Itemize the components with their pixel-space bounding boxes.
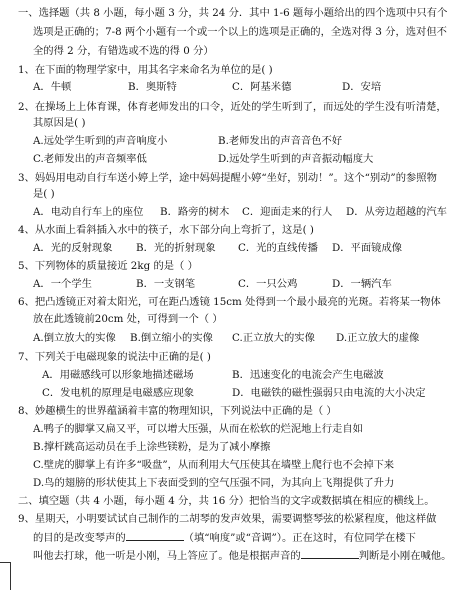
question-4-option-b: B．光的折射现象 [136, 242, 216, 254]
question-1-option-b: B．奥斯特 [128, 81, 177, 93]
section1-header-line3: 全的得 2 分，有错选或不选的得 0 分） [33, 45, 214, 57]
question-6-option-d: D.正立放大的虚像 [336, 332, 420, 344]
question-8-option-d: D.鸟的翅膀的形状使其上下表面受到的空气压强不同，为其向上飞翔提供了升力 [33, 477, 395, 489]
question-4-stem: 4、从水面上看斜插入水中的筷子，水下部分向上弯折了，这是( ) [18, 224, 314, 236]
question-4-option-d: D．平面镜成像 [332, 242, 403, 254]
question-5-option-a: A．一个学生 [33, 278, 92, 290]
question-5-option-c: C．一只公鸡 [238, 278, 298, 290]
question-1-option-c: C．阿基米德 [232, 81, 292, 93]
question-1-stem: 1、在下面的物理学家中，用其名字来命名为单位的是( ) [18, 64, 273, 76]
question-9-line1: 9、星期天，小明要试试自己制作的二胡琴的发声效果，需要调整琴弦的松紧程度，他这样做 [18, 513, 437, 525]
answer-blank-2[interactable] [301, 548, 359, 559]
question-6-option-b: B.倒立缩小的实像 [130, 332, 213, 344]
answer-blank-1[interactable] [126, 530, 184, 541]
question-7-option-d: D．电磁铁的磁性强弱只由电流的大小决定 [232, 387, 426, 399]
question-2-stem-line2: 其原因是( ) [33, 117, 86, 129]
question-3-option-a: A．电动自行车上的座位 [33, 206, 144, 218]
section2-header: 二、填空题（共 4 小题，每小题 4 分，共 16 分）把恰当的文字或数据填在相应的横线上。 [18, 495, 435, 507]
question-8-stem: 8、妙趣横生的世界蕴涵着丰富的物理知识，下列说法中正确的是（ ） [18, 405, 337, 417]
section1-header-line1: 一、选择题（共 8 小题，每小题 3 分，共 24 分．其中 1-6 题每小题给出的四个选项中只有个 [18, 7, 448, 19]
question-7-option-c: C．发电机的原理是电磁感应现象 [42, 387, 195, 399]
question-5-stem: 5、下列物体的质量接近 2kg 的是（ ） [18, 260, 198, 272]
question-4-option-c: C．光的直线传播 [238, 242, 318, 254]
question-4-option-a: A．光的反射现象 [33, 242, 113, 254]
question-6-stem-line2: 放在此透镜前20cm 处，可得到一个（ ） [33, 313, 223, 325]
question-8-option-a: A.鸭子的脚掌又扁又平，可以增大压强，从而在松软的烂泥地上行走自如 [33, 423, 363, 435]
question-1-option-d: D．安培 [342, 81, 382, 93]
question-9-line3 [33, 548, 451, 563]
question-2-stem-line1: 2、在操场上上体育课，体育老师发出的口令，近处的学生听到了，而远处的学生没有听清楚， [18, 101, 447, 113]
question-3-option-b: B．路旁的树木 [160, 206, 230, 218]
question-8-option-b: B.撑杆跳高运动员在手上涂些镁粉，是为了减小摩擦 [33, 441, 271, 453]
question-9-line2-start: 的目的是改变琴声的 [33, 532, 126, 544]
question-6-option-c: C.正立放大的实像 [232, 332, 315, 344]
question-2-option-c: C.老师发出的声音频率低 [33, 153, 147, 165]
question-9-line2-end: （填“响度”或“音调”）。正在这时，有位同学在楼下 [183, 532, 416, 544]
question-8-option-c: C.壁虎的脚掌上有许多“吸盘”，从而利用大气压使其在墙壁上爬行也不会掉下来 [33, 459, 395, 471]
question-7-stem: 7、下列关于电磁现象的说法中正确的是( ) [18, 351, 211, 363]
page-corner-mark [0, 562, 11, 590]
question-3-stem-line1: 3、妈妈用电动自行车送小婷上学，途中妈妈提醒小婷“坐好，别动！”。这个“别动”的参照物 [18, 172, 437, 184]
question-5-option-d: D．一辆汽车 [332, 278, 392, 290]
question-7-option-a: A．用磁感线可以形象地描述磁场 [42, 369, 194, 381]
question-3-stem-line2: 是( ) [33, 188, 55, 200]
question-6-stem-line1: 6、把凸透镜正对着太阳光，可在距凸透镜 15cm 处得到一个最小最亮的光斑。若将某一物体 [18, 296, 441, 308]
question-9-line3-start: 叫他去打球，他一听是小刚，马上答应了。他是根据声音的 [33, 550, 301, 562]
question-1-option-a: A．牛顿 [33, 81, 72, 93]
question-5-option-b: B．一支钢笔 [136, 278, 196, 290]
question-9-line2 [33, 530, 416, 545]
question-9-line3-end: 判断是小刚在喊他。 [358, 550, 452, 562]
section1-header-line2: 选项是正确的；7-8 两个小题有一个或一个以上的选项是正确的，全选对得 3 分，选对但不 [33, 26, 447, 38]
question-2-option-b: B.老师发出的声音音色不好 [218, 135, 343, 147]
question-3-option-c: C．迎面走来的行人 [242, 206, 333, 218]
question-2-option-a: A.远处学生听到的声音响度小 [33, 135, 168, 147]
question-3-option-d: D．从旁边超越的汽车 [346, 206, 447, 218]
question-7-option-b: B．迅速变化的电流会产生电磁波 [232, 369, 384, 381]
question-6-option-a: A.倒立放大的实像 [33, 332, 116, 344]
question-2-option-d: D.远处学生听到的声音振动幅度大 [218, 153, 374, 165]
